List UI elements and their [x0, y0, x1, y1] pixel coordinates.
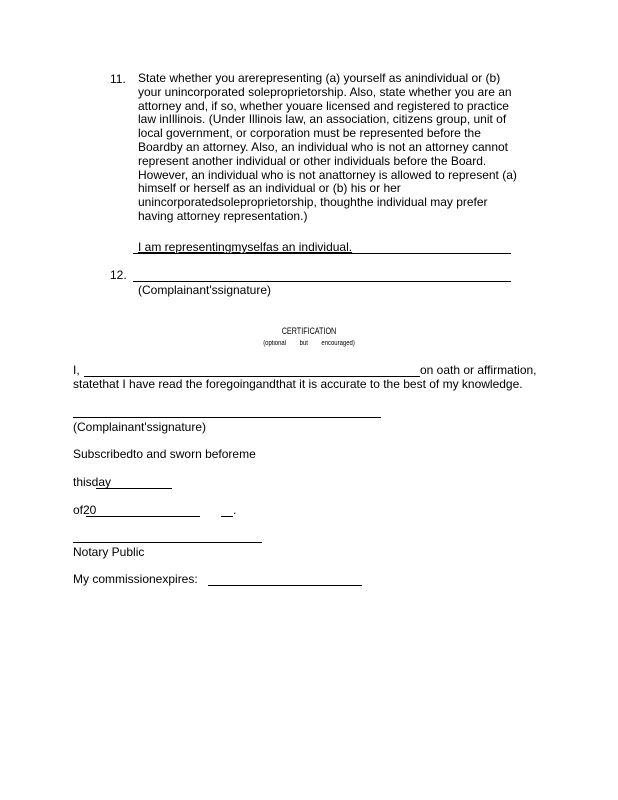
item-11-answer-field[interactable]: [133, 240, 511, 254]
year-period: .: [233, 503, 237, 517]
complainant-signature-line[interactable]: [133, 270, 511, 282]
item-11-answer-text: I am representingmyselfas an individual.: [138, 240, 353, 254]
notary-signature-line[interactable]: [73, 530, 262, 543]
item-11-number: 11.: [110, 72, 126, 86]
commission-expires-field[interactable]: [208, 573, 362, 586]
certification-title: CERTIFICATION: [281, 326, 337, 336]
month-year-label: of20: [73, 503, 97, 517]
day-field[interactable]: [96, 476, 172, 489]
year-field[interactable]: [221, 504, 233, 517]
complainant-signature-caption: (Complainant'ssignature): [138, 283, 272, 297]
certifier-name-field[interactable]: [84, 364, 420, 377]
certification-signature-line[interactable]: [73, 405, 381, 418]
certification-signature-caption: (Complainant'ssignature): [73, 420, 207, 434]
item-11-instructions: State whether you arerepresenting (a) yourself as anindividual or (b) your unincorporated soleproprietorship. Also, state whether you are an attorney and, if so, whether youare licensed and registered to practice law inIllinois. (Under Illinois law, an association, citizens group, unit of local government, or corporation must be represented before the Boardby an attorney. Also, an individual who is not an attorney cannot represent another individual or other individuals before the Board. However, an individual who is not anattorney is allowed to represent (a) himself or herself as an individual or (b) his or her unincorporatedsoleproprietorship, thoughthe individual may prefer having attorney representation.): [138, 71, 517, 223]
certification-statement: statethat I have read the foregoingandthat it is accurate to the best of my knowledge.: [73, 377, 523, 391]
month-field[interactable]: [86, 504, 200, 517]
commission-expires-label: My commissionexpires:: [73, 572, 198, 586]
certification-i-label: I,: [73, 363, 80, 377]
item-12-number: 12.: [110, 268, 127, 282]
oath-text: on oath or affirmation,: [420, 363, 537, 377]
notary-public-label: Notary Public: [73, 545, 145, 559]
day-label: thisday: [73, 475, 112, 489]
subscribed-sworn-text: Subscribedto and sworn beforeme: [73, 447, 256, 461]
certification-subtitle: (optional but encouraged): [263, 340, 355, 347]
